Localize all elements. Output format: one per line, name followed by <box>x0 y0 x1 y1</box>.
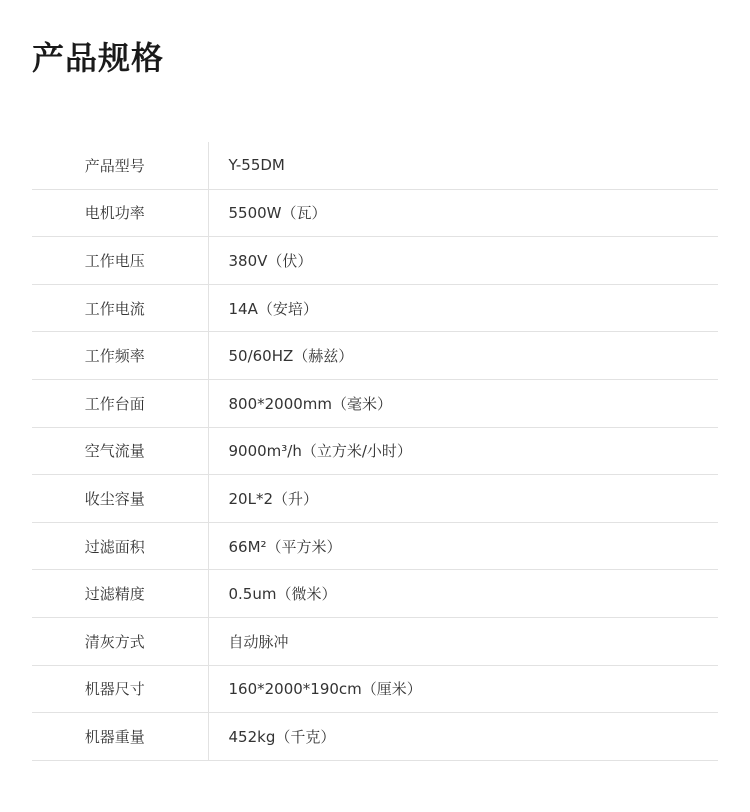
table-row <box>32 570 718 618</box>
spec-value: 50/60HZ（赫兹） <box>208 332 718 380</box>
table-row <box>32 142 718 189</box>
spec-label: 过滤面积 <box>32 522 208 570</box>
spec-label: 机器尺寸 <box>32 665 208 713</box>
page-title: 产品规格 <box>32 39 165 77</box>
spec-value: 9000m³/h（立方米/小时） <box>208 427 718 475</box>
spec-label: 清灰方式 <box>32 617 208 665</box>
spec-value: 380V（伏） <box>208 237 718 285</box>
spec-table <box>32 142 718 761</box>
spec-label: 工作频率 <box>32 332 208 380</box>
spec-value: 5500W（瓦） <box>208 189 718 237</box>
spec-value: 66M²（平方米） <box>208 522 718 570</box>
table-row <box>32 189 718 237</box>
spec-label: 过滤精度 <box>32 570 208 618</box>
spec-value: 160*2000*190cm（厘米） <box>208 665 718 713</box>
table-row <box>32 713 718 761</box>
table-row <box>32 237 718 285</box>
spec-value: 0.5um（微米） <box>208 570 718 618</box>
table-row <box>32 332 718 380</box>
spec-label: 产品型号 <box>32 142 208 189</box>
spec-value: 自动脉冲 <box>208 617 718 665</box>
spec-value: 14A（安培） <box>208 284 718 332</box>
table-row <box>32 665 718 713</box>
table-row <box>32 522 718 570</box>
spec-label: 空气流量 <box>32 427 208 475</box>
table-row <box>32 284 718 332</box>
table-row <box>32 617 718 665</box>
spec-label: 工作电压 <box>32 237 208 285</box>
spec-label: 工作台面 <box>32 379 208 427</box>
spec-label: 电机功率 <box>32 189 208 237</box>
table-row <box>32 427 718 475</box>
table-row <box>32 379 718 427</box>
spec-label: 机器重量 <box>32 713 208 761</box>
spec-label: 收尘容量 <box>32 475 208 523</box>
table-row <box>32 475 718 523</box>
spec-value: 452kg（千克） <box>208 713 718 761</box>
spec-value: Y-55DM <box>208 142 718 189</box>
spec-label: 工作电流 <box>32 284 208 332</box>
spec-table-body <box>32 142 718 760</box>
spec-value: 20L*2（升） <box>208 475 718 523</box>
spec-value: 800*2000mm（毫米） <box>208 379 718 427</box>
